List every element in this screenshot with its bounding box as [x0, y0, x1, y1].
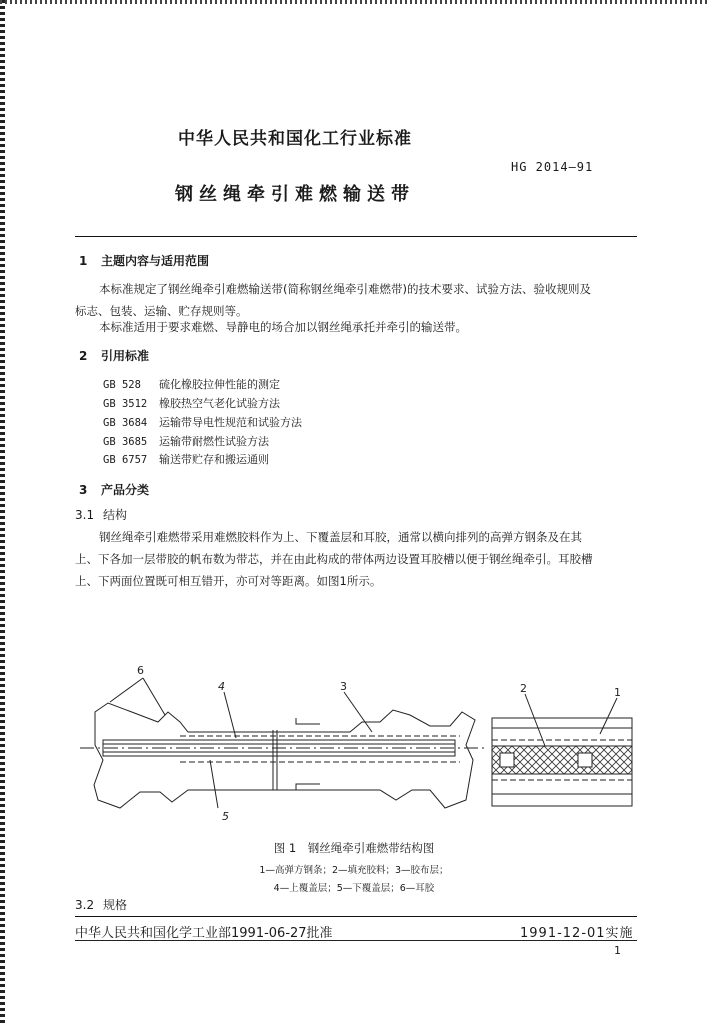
section-3-1-paragraph: [75, 526, 637, 592]
label-4: 4: [218, 680, 225, 693]
reference-item: [103, 376, 280, 392]
footer-effective-date: 1991-12-01实施: [520, 926, 634, 941]
label-3: 3: [340, 680, 347, 693]
reference-code: GB 6757: [103, 454, 148, 466]
detail-steel-bar: [578, 753, 592, 767]
leader-1: [600, 698, 617, 734]
header-divider: [75, 236, 637, 237]
leader-3: [344, 692, 372, 732]
section-3-1-line1: 钢丝绳牵引难燃带采用难燃胶料作为上、下覆盖层和耳胶，通常以横向排列的高弹方钢条及在其: [99, 530, 582, 544]
standard-title: 中华人民共和国化工行业标准: [178, 129, 412, 149]
section-3-number: 3: [79, 483, 88, 497]
figure-1-diagram: [0, 650, 708, 840]
figure-legend-line1: 1—高弹方钢条；2—填充胶料；3—胶布层；: [259, 865, 449, 876]
section-3-title: 产品分类: [101, 483, 150, 497]
section-3-1-title: 结构: [103, 508, 128, 522]
section-3-2-number: 3.2: [75, 898, 95, 912]
section-1-number: 1: [79, 254, 88, 268]
reference-code: GB 3685: [103, 436, 148, 448]
section-3-1-line3: 上、下两面位置既可相互错开，亦可对等距离。如图1所示。: [75, 574, 382, 588]
leader-4: [224, 692, 236, 738]
section-arrow-bottom: [296, 784, 320, 790]
section-1-p1-line2: 标志、包装、运输、贮存规则等。: [75, 304, 248, 318]
standard-code: HG 2014—91: [511, 160, 594, 174]
reference-item: [103, 414, 302, 430]
section-2-heading: [79, 347, 149, 364]
section-3-1-number: 3.1: [75, 508, 95, 522]
leader-6a: [110, 678, 143, 702]
reference-code: GB 528: [103, 379, 141, 391]
reference-code: GB 3684: [103, 417, 148, 429]
reference-item: [103, 451, 269, 467]
section-3-1-line2: 上、下各加一层带胶的帆布数为带芯，并在由此构成的带体两边设置耳胶槽以便于钢丝绳牵引。耳胶槽: [75, 552, 593, 566]
scan-edge-top: [0, 0, 708, 4]
label-1: 1: [614, 686, 621, 699]
label-2: 2: [520, 682, 527, 695]
leader-5: [210, 760, 218, 808]
page-number: 1: [614, 944, 621, 957]
label-5: 5: [222, 810, 229, 823]
reference-item: [103, 395, 280, 411]
reference-title: 输送带贮存和搬运通则: [159, 453, 269, 466]
leader-6b: [143, 678, 165, 715]
section-3-heading: [79, 481, 149, 498]
document-title: 钢丝绳牵引难燃输送带: [175, 184, 415, 205]
section-2-number: 2: [79, 349, 88, 363]
footer-divider: [75, 916, 637, 917]
reference-item: [103, 433, 269, 449]
footer-bottom-rule: [75, 940, 637, 941]
section-1-p2: 本标准适用于要求难燃、导静电的场合加以钢丝绳承托并牵引的输送带。: [99, 320, 467, 334]
section-1-p1-line1: 本标准规定了钢丝绳牵引难燃输送带(简称钢丝绳牵引难燃带)的技术要求、试验方法、验收规则及: [99, 282, 591, 296]
reference-title: 运输带导电性规范和试验方法: [159, 416, 302, 429]
reference-title: 硫化橡胶拉伸性能的测定: [159, 378, 280, 391]
figure-caption: 图 1 钢丝绳牵引难燃带结构图: [273, 841, 435, 855]
section-1-heading: [79, 252, 209, 269]
section-3-2-heading: [75, 896, 127, 913]
reference-title: 运输带耐燃性试验方法: [159, 435, 269, 448]
reference-title: 橡胶热空气老化试验方法: [159, 397, 280, 410]
section-1-title: 主题内容与适用范围: [101, 254, 210, 268]
footer-issuer: 中华人民共和国化学工业部1991-06-27批准: [75, 926, 333, 941]
figure-legend-line2: 4—上覆盖层；5—下覆盖层；6—耳胶: [273, 883, 435, 894]
section-1-paragraph-2: [75, 316, 637, 338]
section-3-1-heading: [75, 506, 127, 523]
label-6: 6: [137, 664, 144, 677]
leader-2: [525, 694, 545, 746]
section-arrow-top: [296, 718, 320, 724]
section-3-2-title: 规格: [103, 898, 128, 912]
section-2-title: 引用标准: [101, 349, 150, 363]
detail-steel-bar: [500, 753, 514, 767]
reference-code: GB 3512: [103, 398, 148, 410]
